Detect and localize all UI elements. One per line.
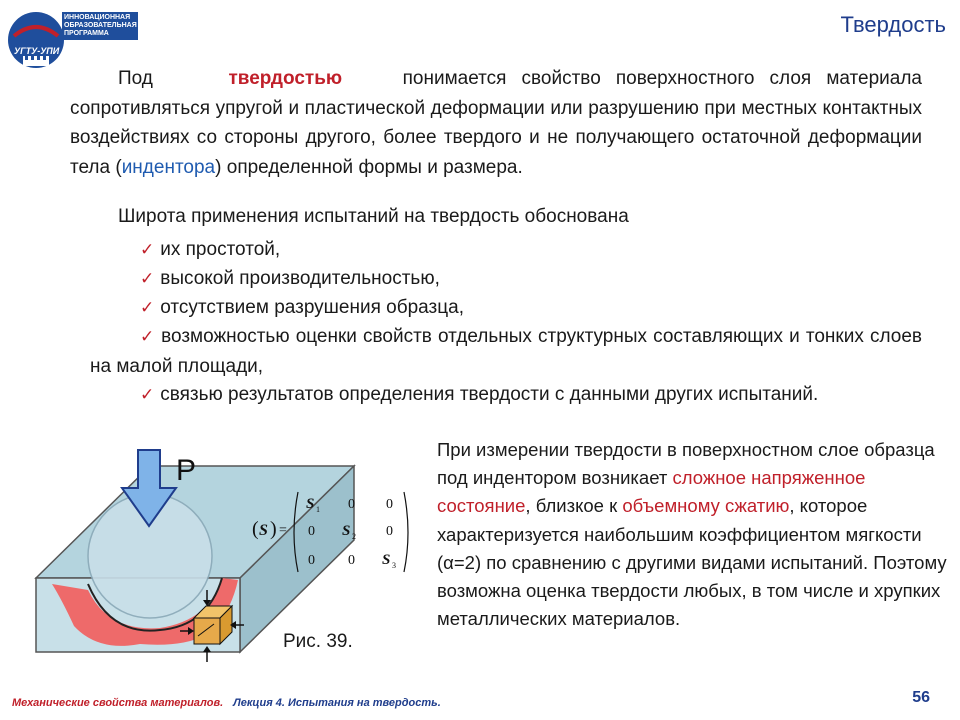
matrix-svg [250, 488, 420, 578]
list-item-text: связью результатов определения твердости с данными других испытаний. [160, 384, 819, 405]
list-item-text: высокой производительностью, [160, 268, 440, 289]
page-title: Твердость [840, 12, 946, 37]
matrix-cell: S [382, 552, 391, 568]
explanation-text-3: , которое характеризуется наибольшим коэффициентом мягкости ( [437, 495, 922, 573]
term-hardness: твердостью [228, 68, 343, 89]
matrix-cell: 0 [308, 524, 315, 539]
alpha-symbol: α [443, 551, 454, 573]
explanation-paragraph [437, 436, 949, 633]
definition-text-3: ) определенной формы и размера. [215, 156, 523, 178]
page-number: 56 [912, 689, 930, 706]
svg-text:): ) [270, 518, 277, 540]
checkmark-icon: ✓ [140, 269, 155, 288]
force-label: P [176, 454, 197, 487]
matrix-sub: 1 [316, 505, 320, 514]
matrix-cell: 0 [386, 524, 393, 539]
applicability-intro: Широта применения испытаний на твердость обоснована [118, 206, 629, 227]
list-item [140, 235, 960, 265]
definition-text-2: понимается свойство поверхностного слоя материала сопротивляться упругой и пластической деформации или разрушению при местных контактных воздействиях со стороны другого, более твердого и не получающего остаточной деформации тела ( [70, 68, 922, 178]
checkmark-icon: ✓ [140, 240, 155, 259]
matrix-cell: 0 [348, 553, 355, 568]
list-item [90, 322, 922, 381]
matrix-cell: 0 [348, 497, 355, 512]
term-complex-stress: сложное напряженное состояние [437, 467, 866, 517]
checkmark-icon: ✓ [140, 298, 155, 317]
matrix-sub: 2 [352, 532, 356, 541]
svg-text:(: ( [252, 518, 259, 540]
explanation-text-1: При измерении твердости в поверхностном слое образца под индентором возникает [437, 439, 935, 489]
stress-tensor-matrix [250, 488, 420, 583]
footer-course: Механические свойства материалов. [12, 697, 224, 709]
list-item-text: их простотой, [160, 239, 281, 260]
definition-paragraph [70, 64, 922, 182]
footer [12, 697, 441, 709]
matrix-cell: 0 [386, 497, 393, 512]
list-item [140, 293, 960, 323]
explanation-text-2: , близкое к [525, 495, 623, 517]
list-item-text: возможностью оценки свойств отдельных структурных составляющих и тонких слоев на малой площади, [90, 326, 922, 377]
term-indentor: индентора [121, 156, 216, 178]
list-item [90, 380, 922, 410]
matrix-cell: S [342, 523, 351, 539]
list-item-text: отсутствием разрушения образца, [160, 297, 464, 318]
matrix-lhs: S [259, 522, 268, 539]
footer-lecture: Лекция 4. Испытания на твердость. [233, 697, 441, 709]
matrix-cell: S [306, 496, 315, 512]
figure-caption: Рис. 39. [283, 631, 353, 652]
logo-abbr: УГТУ-УПИ [14, 46, 60, 56]
logo-text: ИННОВАЦИОННАЯ ОБРАЗОВАТЕЛЬНАЯ ПРОГРАММА [64, 14, 137, 37]
matrix-cell: 0 [308, 553, 315, 568]
svg-text:=: = [279, 523, 287, 538]
term-volume-compression: объемному сжатию [622, 495, 790, 517]
matrix-sub: 3 [392, 561, 396, 570]
checkmark-icon: ✓ [140, 385, 155, 404]
checkmark-icon: ✓ [140, 327, 156, 346]
explanation-text-4: =2) по сравнению с другими видами испытаний. Поэтому возможна оценка твердости любых, в том числе и хрупких металлических материалов. [437, 551, 947, 630]
list-item [140, 264, 960, 294]
definition-text-1: Под [118, 68, 153, 89]
